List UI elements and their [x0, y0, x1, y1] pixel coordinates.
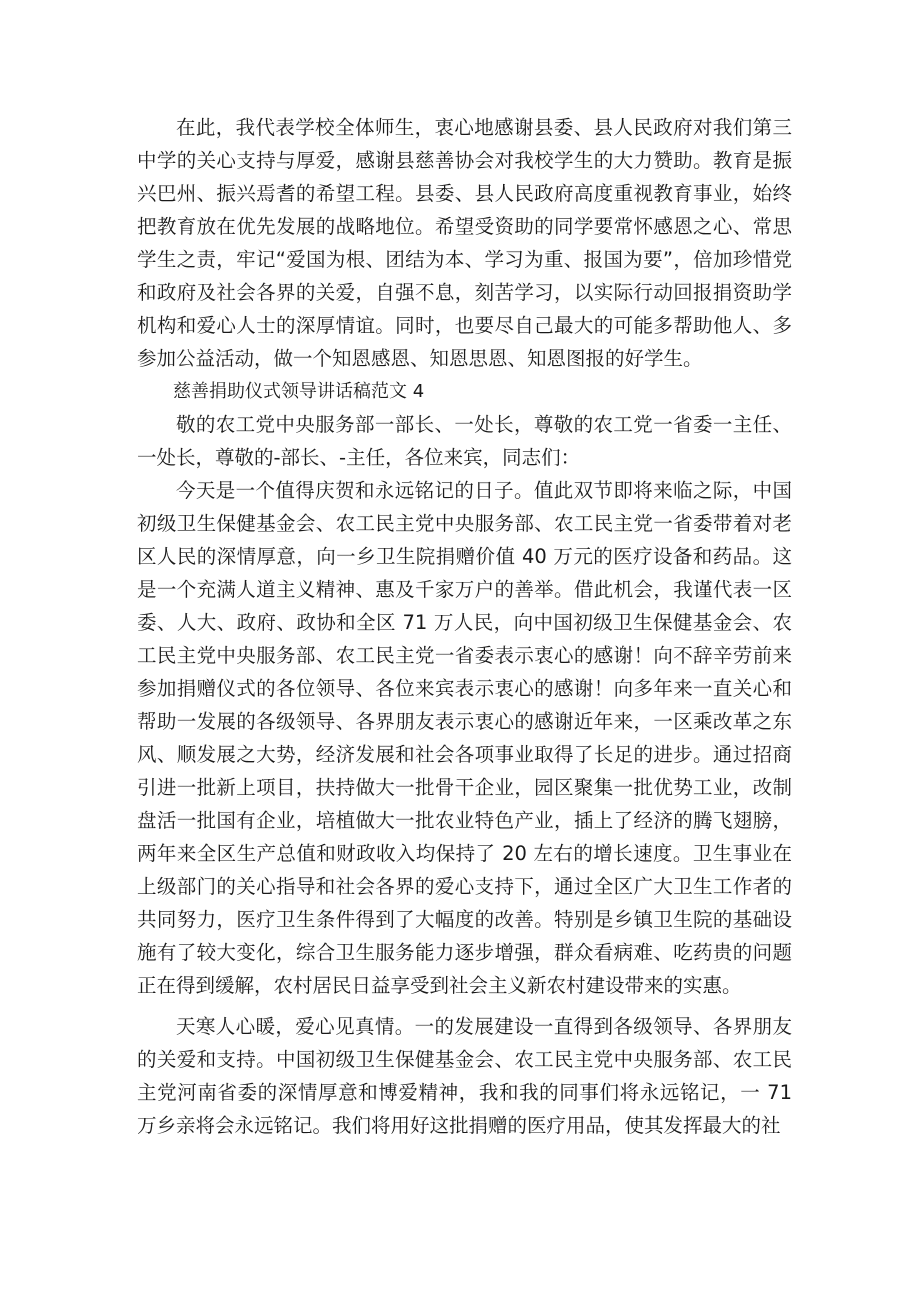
paragraph-thanks: 在此，我代表学校全体师生，衷心地感谢县委、县人民政府对我们第三中学的关心支持与厚爱，感谢县慈善协会对我校学生的大力赞助。教育是振兴巴州、振兴焉耆的希望工程。县委、县人民政府高度重视教育事业，始终把教育放在优先发展的战略地位。希望受资助的同学要常怀感恩之心、常思学生之责，牢记“爱国为根、团结为本、学习为重、报国为要”，倍加珍惜党和政府及社会各界的关爱，自强不息，刻苦学习，以实际行动回报捐资助学机构和爱心人士的深厚情谊。同时，也要尽自己最大的可能多帮助他人、多参加公益活动，做一个知恩感恩、知恩思恩、知恩图报的好学生。 [137, 116, 792, 370]
paragraph-salutation: 敬的农工党中央服务部一部长、一处长，尊敬的农工党一省委一主任、一处长，尊敬的-部长、-主任，各位来宾，同志们： [137, 413, 792, 469]
document-body [137, 111, 792, 1142]
paragraph-main: 今天是一个值得庆贺和永远铭记的日子。值此双节即将来临之际，中国初级卫生保健基金会、农工民主党中央服务部、农工民主党一省委带着对老区人民的深情厚意，向一乡卫生院捐赠价值 40 万元的医疗设备和药品。这是一个充满人道主义精神、惠及千家万户的善举。借此机会，我谨代表一区委、人大、政府、政协和全区 71 万人民，向中国初级卫生保健基金会、农工民主党中央服务部、农工民主党一省委表示衷心的感谢！向不辞辛劳前来参加捐赠仪式的各位领导、各位来宾表示衷心的感谢！向多年来一直关心和帮助一发展的各级领导、各界朋友表示衷心的感谢近年来，一区乘改革之东风、顺发展之大势，经济发展和社会各项事业取得了长足的进步。通过招商引进一批新上项目，扶持做大一批骨干企业，园区聚集一批优势工业，改制盘活一批国有企业，培植做大一批农业特色产业，插上了经济的腾飞翅膀，两年来全区生产总值和财政收入均保持了 20 左右的增长速度。卫生事业在上级部门的关心指导和社会各界的爱心支持下，通过全区广大卫生工作者的共同努力，医疗卫生条件得到了大幅度的改善。特别是乡镇卫生院的基础设施有了较大变化，综合卫生服务能力逐步增强，群众看病难、吃药贵的问题正在得到缓解，农村居民日益享受到社会主义新农村建设带来的实惠。 [137, 479, 792, 997]
paragraph-closing: 天寒人心暖，爱心见真情。一的发展建设一直得到各级领导、各界朋友的关爱和支持。中国初级卫生保健基金会、农工民主党中央服务部、农工民主党河南省委的深情厚意和博爱精神，我和我的同事们将永远铭记，一 71 万乡亲将会永远铭记。我们将用好这批捐赠的医疗用品，使其发挥最大的社 [137, 1015, 792, 1137]
section-heading: 慈善捐助仪式领导讲话稿范文 4 [173, 381, 425, 402]
